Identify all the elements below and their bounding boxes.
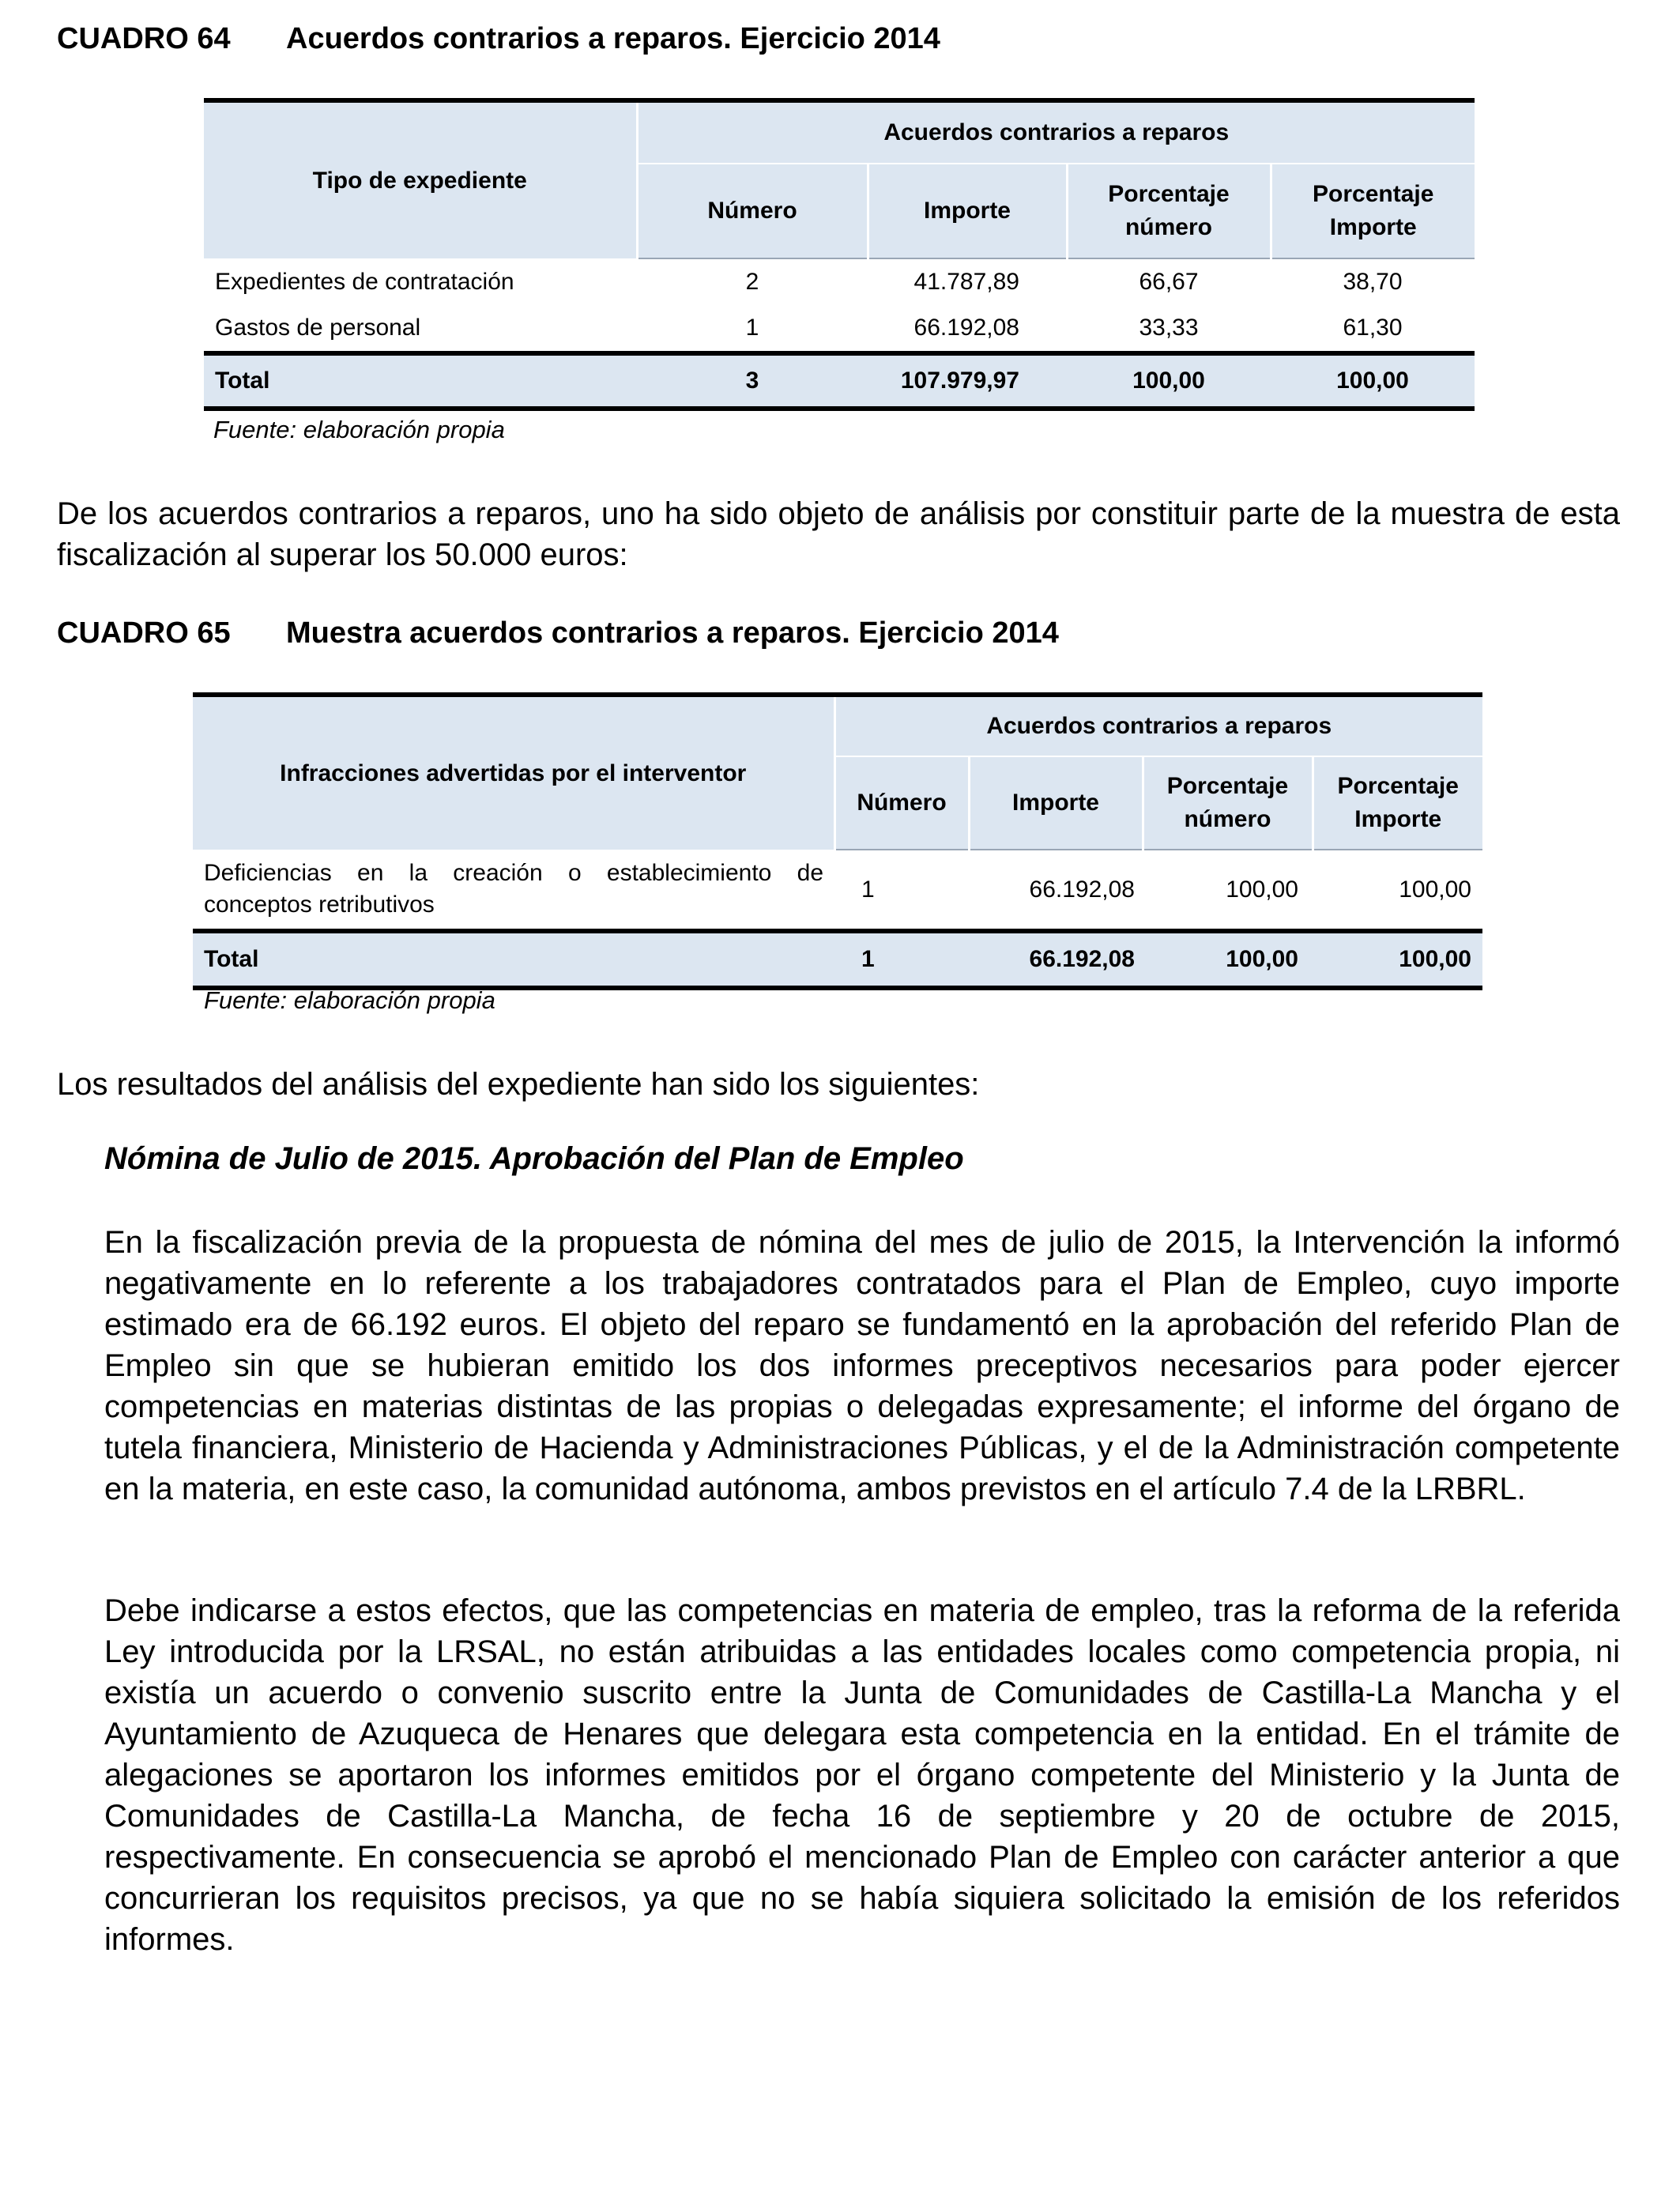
cell-numero: 2 (745, 269, 759, 295)
table-row (193, 850, 1482, 931)
total-pct-numero: 100,00 (1143, 931, 1313, 988)
paragraph-1: De los acuerdos contrarios a reparos, uno ha sido objeto de análisis por constituir parte de la muestra de esta fiscalización al superar los 50.000 euros: (57, 496, 1620, 572)
col-group-header: Acuerdos contrarios a reparos (834, 695, 1482, 756)
paragraph-2: Los resultados del análisis del expediente han sido los siguientes: (57, 1067, 980, 1102)
total-pct-importe: 100,00 (1313, 931, 1482, 988)
col-header-pct-importe: Porcentaje Importe (1313, 756, 1482, 850)
col-header-importe: Importe (969, 756, 1143, 850)
cuadro-65-table (193, 692, 1482, 990)
row-label: Deficiencias en la creación o establecimiento de conceptos retributivos (204, 860, 823, 918)
total-pct-importe: 100,00 (1271, 353, 1475, 409)
cell-numero: 1 (745, 315, 759, 341)
cuadro-64-number: CUADRO 64 (57, 22, 231, 55)
total-label: Total (204, 353, 637, 409)
paragraph-3: En la fiscalización previa de la propuesta de nómina del mes de julio de 2015, la Intervención la informó negativamente en lo referente a los trabajadores contratados para el Plan de Empleo, cuyo importe estimado era de 66.192 euros. El objeto del reparo se fundamentó en la aprobación del referido Plan de Empleo sin que se hubieran emitido los dos informes preceptivos necesarios para poder ejercer competencias en materias distintas de las propias o delegadas expresamente; el informe del órgano de tutela financiera, Ministerio de Hacienda y Administraciones Públicas, y el de la Administración competente en la materia, en este caso, la comunidad autónoma, ambos previstos en el artículo 7.4 de la LRBRL. (104, 1225, 1620, 1506)
total-numero: 1 (834, 931, 969, 988)
cell-importe: 66.192,08 (913, 315, 1019, 341)
col-header-pct-importe: Porcentaje Importe (1271, 164, 1475, 258)
cuadro-65-number: CUADRO 65 (57, 616, 231, 650)
cell-pct-numero: 100,00 (1226, 876, 1298, 903)
subheading: Nómina de Julio de 2015. Aprobación del Plan de Empleo (104, 1141, 964, 1176)
paragraph-4: Debe indicarse a estos efectos, que las competencias en materia de empleo, tras la reforma de la referida Ley introducida por la LRSAL, no están atribuidas a las entidades locales como competencia propia, ni existía un acuerdo o convenio suscrito entre la Junta de Comunidades de Castilla-La Mancha y el Ayuntamiento de Azuqueca de Henares que delegara esta competencia en la entidad. En el trámite de alegaciones se aportaron los informes emitidos por el órgano competente del Ministerio y la Junta de Comunidades de Castilla-La Mancha, de fecha 16 de septiembre y 20 de octubre de 2015, respectivamente. En consecuencia se aprobó el mencionado Plan de Empleo con carácter anterior a que concurrieran los requisitos precisos, ya que no se había siquiera solicitado la emisión de los referidos informes. (104, 1593, 1620, 1957)
cell-pct-numero: 33,33 (1139, 315, 1199, 341)
col-header-pct-numero: Porcentaje número (1067, 164, 1271, 258)
cell-pct-numero: 66,67 (1139, 269, 1199, 295)
row-label: Expedientes de contratación (215, 268, 514, 295)
cell-pct-importe: 100,00 (1399, 876, 1471, 903)
col-header-tipo: Tipo de expediente (204, 100, 637, 258)
table-row (204, 258, 1475, 305)
col-header-numero: Número (637, 164, 868, 258)
table-total-row (204, 353, 1475, 409)
total-importe: 107.979,97 (868, 353, 1067, 409)
cell-pct-importe: 61,30 (1343, 315, 1403, 341)
cuadro-64-title: Acuerdos contrarios a reparos. Ejercicio 2014 (286, 22, 940, 55)
cell-importe: 41.787,89 (913, 269, 1019, 295)
cuadro-65-source: Fuente: elaboración propia (204, 986, 495, 1014)
cuadro-65-caption (57, 616, 1059, 650)
cell-numero: 1 (861, 876, 875, 903)
cell-pct-importe: 38,70 (1343, 269, 1403, 295)
table-total-row (193, 931, 1482, 988)
cuadro-64-caption (57, 22, 940, 56)
cuadro-65-title: Muestra acuerdos contrarios a reparos. Ejercicio 2014 (286, 616, 1059, 650)
total-importe: 66.192,08 (969, 931, 1143, 988)
col-header-infracciones: Infracciones advertidas por el interventor (193, 695, 834, 850)
col-header-pct-numero: Porcentaje número (1143, 756, 1313, 850)
total-numero: 3 (637, 353, 868, 409)
cell-importe: 66.192,08 (1029, 876, 1135, 903)
total-pct-numero: 100,00 (1067, 353, 1271, 409)
col-header-importe: Importe (868, 164, 1067, 258)
col-group-header: Acuerdos contrarios a reparos (637, 100, 1475, 164)
cuadro-64-source: Fuente: elaboración propia (213, 416, 505, 443)
cuadro-64-table (204, 98, 1475, 411)
row-label: Gastos de personal (215, 315, 421, 341)
col-header-numero: Número (834, 756, 969, 850)
table-row (204, 305, 1475, 353)
total-label: Total (193, 931, 834, 988)
